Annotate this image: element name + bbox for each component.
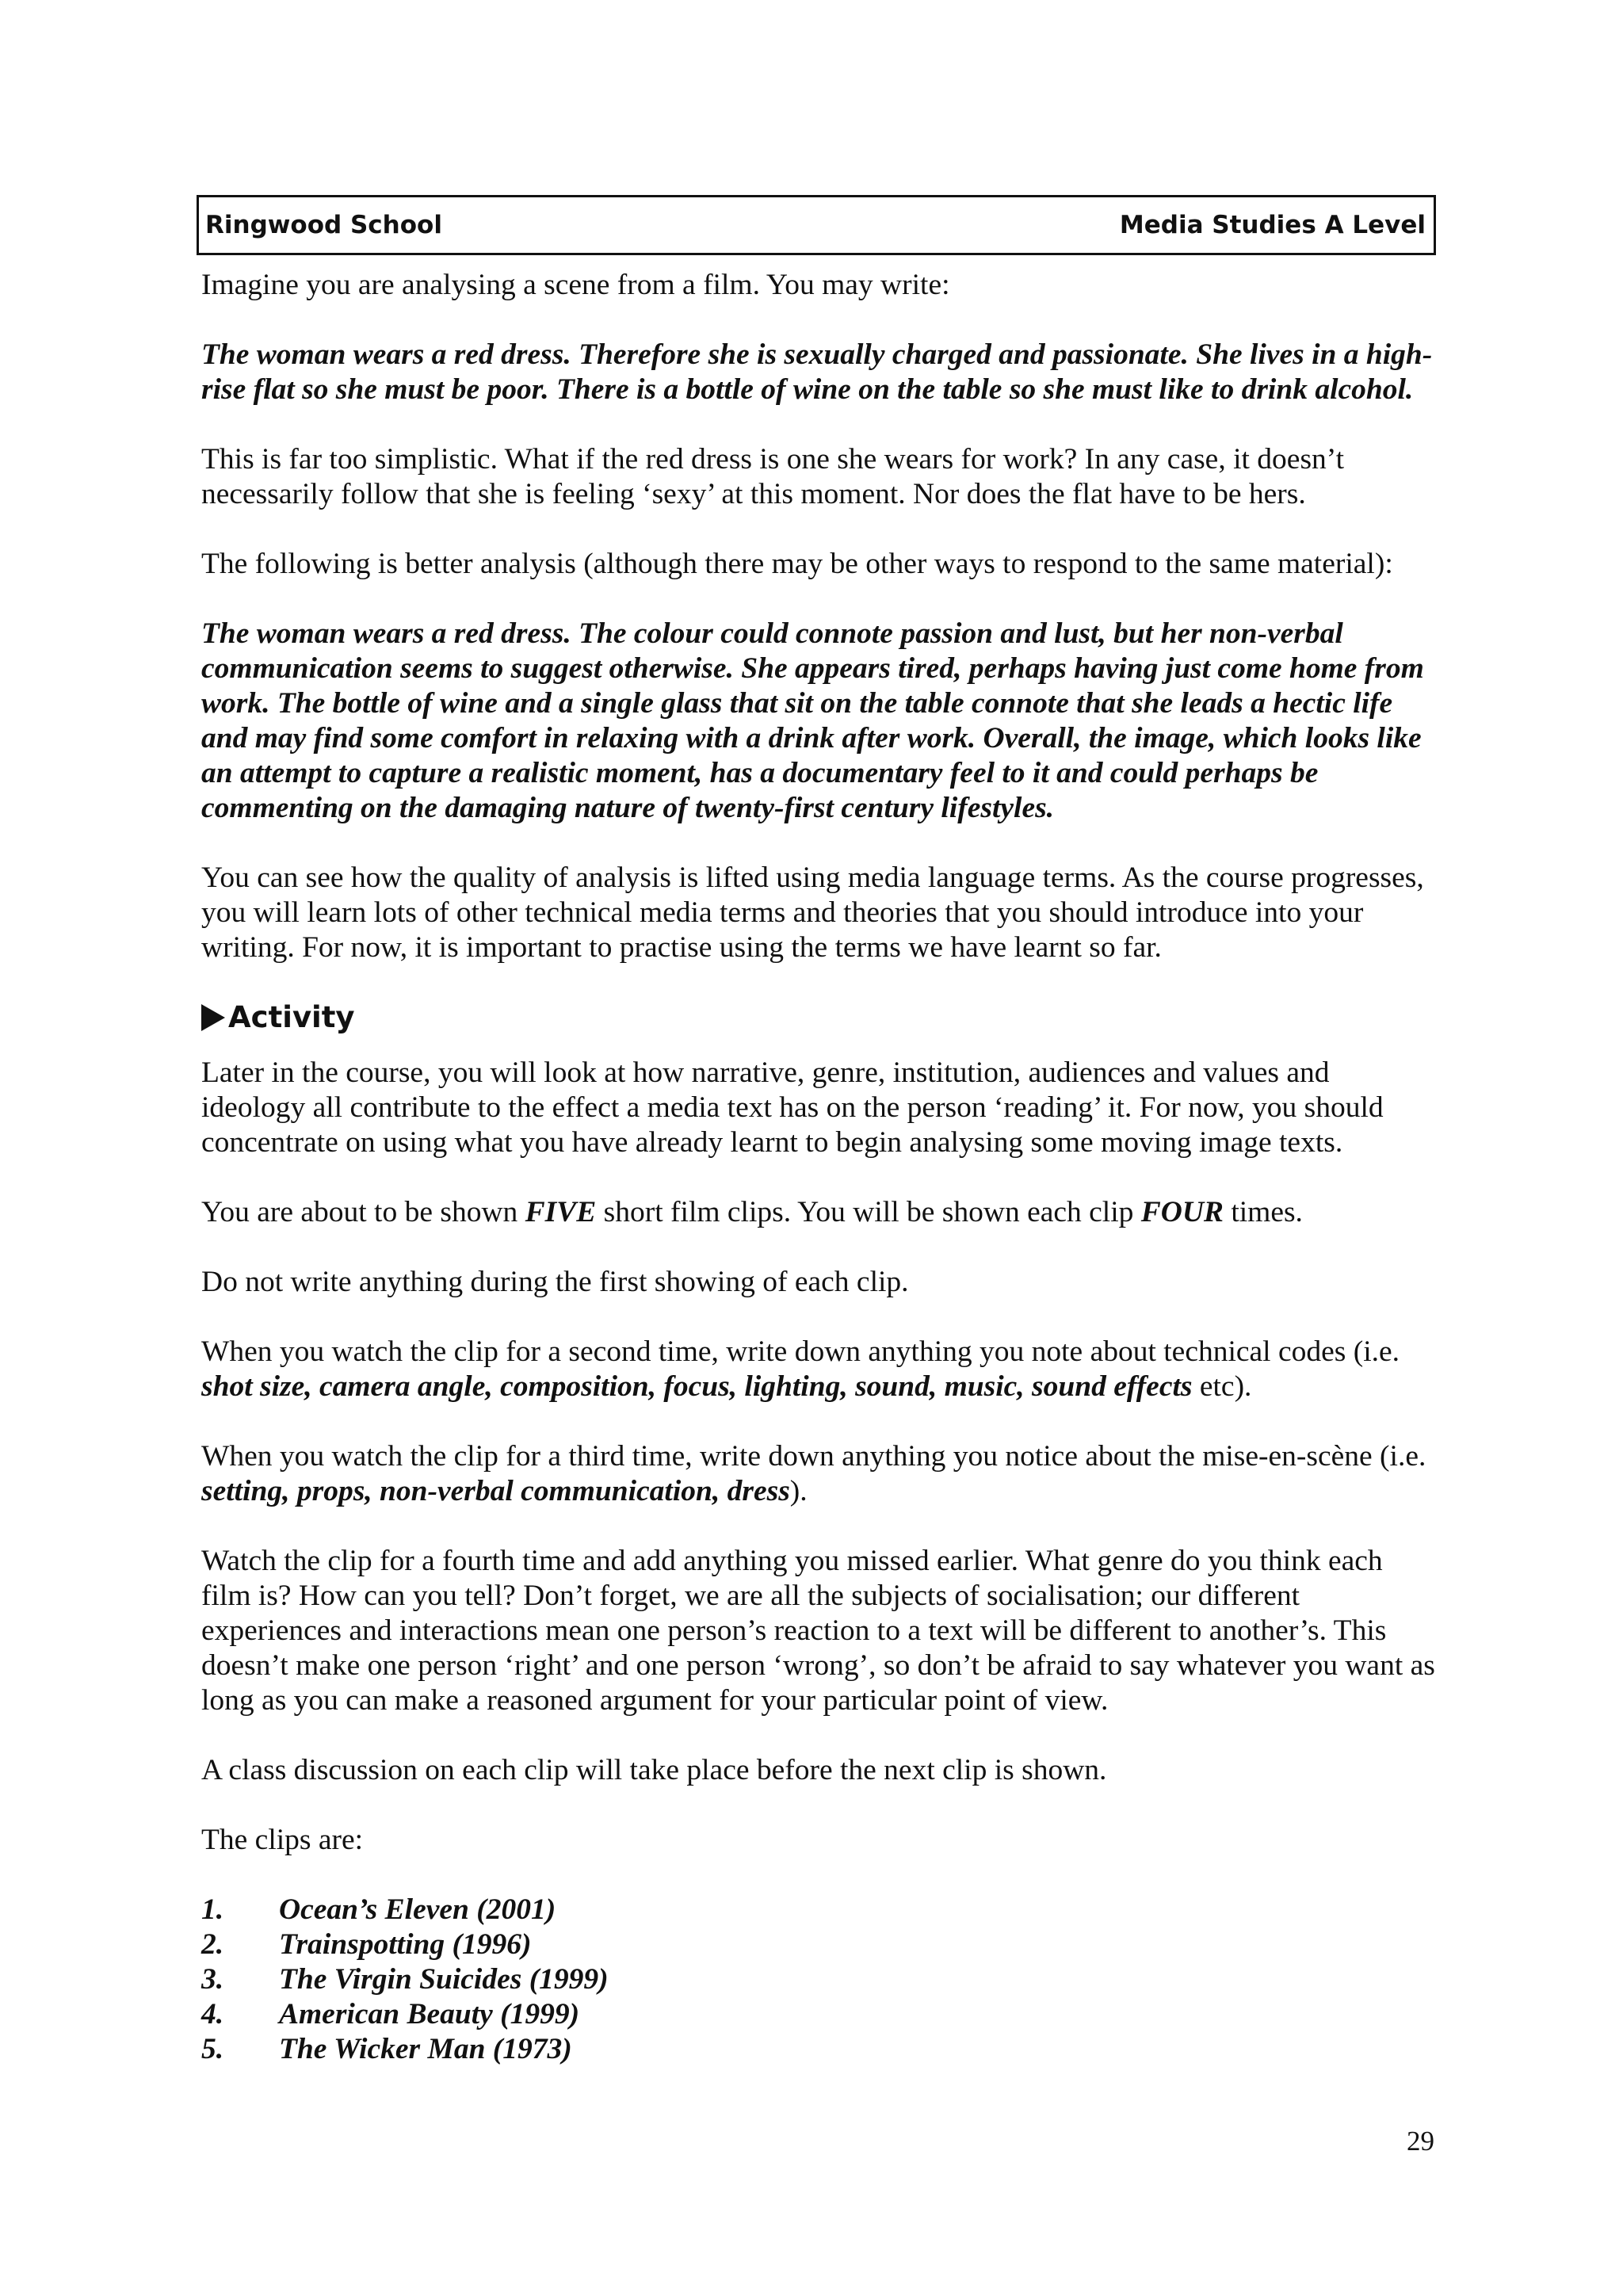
simplistic-example: The woman wears a red dress. Therefore she is sexually charged and passionate. She lives in a high-rise flat so she must be poor. There is a bottle of wine on the table so she must like to drink alcohol.	[201, 338, 1433, 406]
clip-list	[201, 1893, 1438, 2067]
clip-number: 4.	[201, 1998, 224, 2030]
page-number: 29	[1407, 2126, 1434, 2157]
emphasis-five: FIVE	[525, 1196, 597, 1228]
clips-shown-paragraph	[201, 1195, 1438, 1230]
media-language-paragraph: You can see how the quality of analysis is lifted using media language terms. As the course progresses, you will learn lots of other technical media terms and theories that you should introduce into your writing. For now, it is important to practise using the terms we have learnt so far.	[201, 861, 1424, 964]
mise-en-scene-list: setting, props, non-verbal communication, dress	[201, 1475, 790, 1507]
main-content	[201, 268, 1438, 2067]
intro-paragraph: Imagine you are analysing a scene from a film. You may write:	[201, 269, 950, 301]
list-item	[201, 2032, 1438, 2067]
clip-title: The Virgin Suicides (1999)	[279, 1963, 609, 1996]
page-header	[197, 195, 1436, 255]
list-item	[201, 1962, 1438, 1997]
text-span: When you watch the clip for a third time, write down anything you notice about the mise-en-scène (i.e.	[201, 1440, 1426, 1473]
emphasis-four: FOUR	[1140, 1196, 1224, 1228]
list-item	[201, 1927, 1438, 1962]
better-analysis-example: The woman wears a red dress. The colour could connote passion and lust, but her non-verbal communication seems to suggest otherwise. She appears tired, perhaps having just come home from work. The bottle of wine and a single glass that sit on the table connote that she leads a hectic life and may find some comfort in relaxing with a drink after work. Overall, the image, which looks like an attempt to capture a realistic moment, has a documentary feel to it and could perhaps be commenting on the damaging nature of twenty-first century lifestyles.	[201, 617, 1424, 824]
clip-title: American Beauty (1999)	[279, 1998, 580, 2030]
text-span: You are about to be shown	[201, 1196, 525, 1228]
clip-number: 2.	[201, 1928, 224, 1961]
header-course-name: Media Studies A Level	[1119, 211, 1426, 239]
clip-number: 3.	[201, 1963, 224, 1996]
list-item	[201, 1997, 1438, 2032]
activity-intro-paragraph: Later in the course, you will look at how narrative, genre, institution, audiences and values and ideology all contribute to the effect a media text has on the person ‘reading’ it. For now, you should concentrate on using what you have already learnt to begin analysing some moving image texts.	[201, 1056, 1384, 1159]
clip-title: Ocean’s Eleven (2001)	[279, 1893, 556, 1926]
clip-title: The Wicker Man (1973)	[279, 2033, 572, 2065]
play-triangle-icon	[201, 1004, 225, 1031]
text-span: etc).	[1192, 1370, 1252, 1403]
activity-heading	[201, 1000, 1438, 1035]
activity-heading-label: Activity	[228, 1000, 355, 1034]
text-span: ).	[789, 1475, 808, 1507]
clip-title: Trainspotting (1996)	[279, 1928, 532, 1961]
text-span: times.	[1223, 1196, 1303, 1228]
technical-codes-list: shot size, camera angle, composition, focus, lighting, sound, music, sound effects	[201, 1370, 1193, 1403]
text-span: short film clips. You will be shown each clip	[596, 1196, 1141, 1228]
critique-paragraph: This is far too simplistic. What if the red dress is one she wears for work? In any case, it doesn’t necessarily follow that she is feeling ‘sexy’ at this moment. Nor does the flat have to be hers.	[201, 443, 1345, 510]
header-school-name: Ringwood School	[205, 211, 442, 239]
fourth-showing-paragraph: Watch the clip for a fourth time and add anything you missed earlier. What genre do you think each film is? How can you tell? Don’t forget, we are all the subjects of socialisation; our different experiences and interactions mean one person’s reaction to a text will be different to another’s. This doesn’t make one person ‘right’ and one person ‘wrong’, so don’t be afraid to say whatever you want as long as you can make a reasoned argument for your particular point of view.	[201, 1545, 1435, 1717]
better-analysis-intro: The following is better analysis (although there may be other ways to respond to the same material):	[201, 548, 1393, 580]
first-showing-paragraph: Do not write anything during the first showing of each clip.	[201, 1266, 909, 1298]
clips-intro: The clips are:	[201, 1824, 364, 1856]
third-showing-paragraph	[201, 1439, 1438, 1509]
clip-number: 1.	[201, 1893, 224, 1926]
text-span: When you watch the clip for a second time, write down anything you note about technical codes (i.e.	[201, 1335, 1400, 1368]
second-showing-paragraph	[201, 1335, 1438, 1404]
clip-number: 5.	[201, 2033, 224, 2065]
class-discussion-paragraph: A class discussion on each clip will take place before the next clip is shown.	[201, 1754, 1107, 1786]
list-item	[201, 1893, 1438, 1927]
